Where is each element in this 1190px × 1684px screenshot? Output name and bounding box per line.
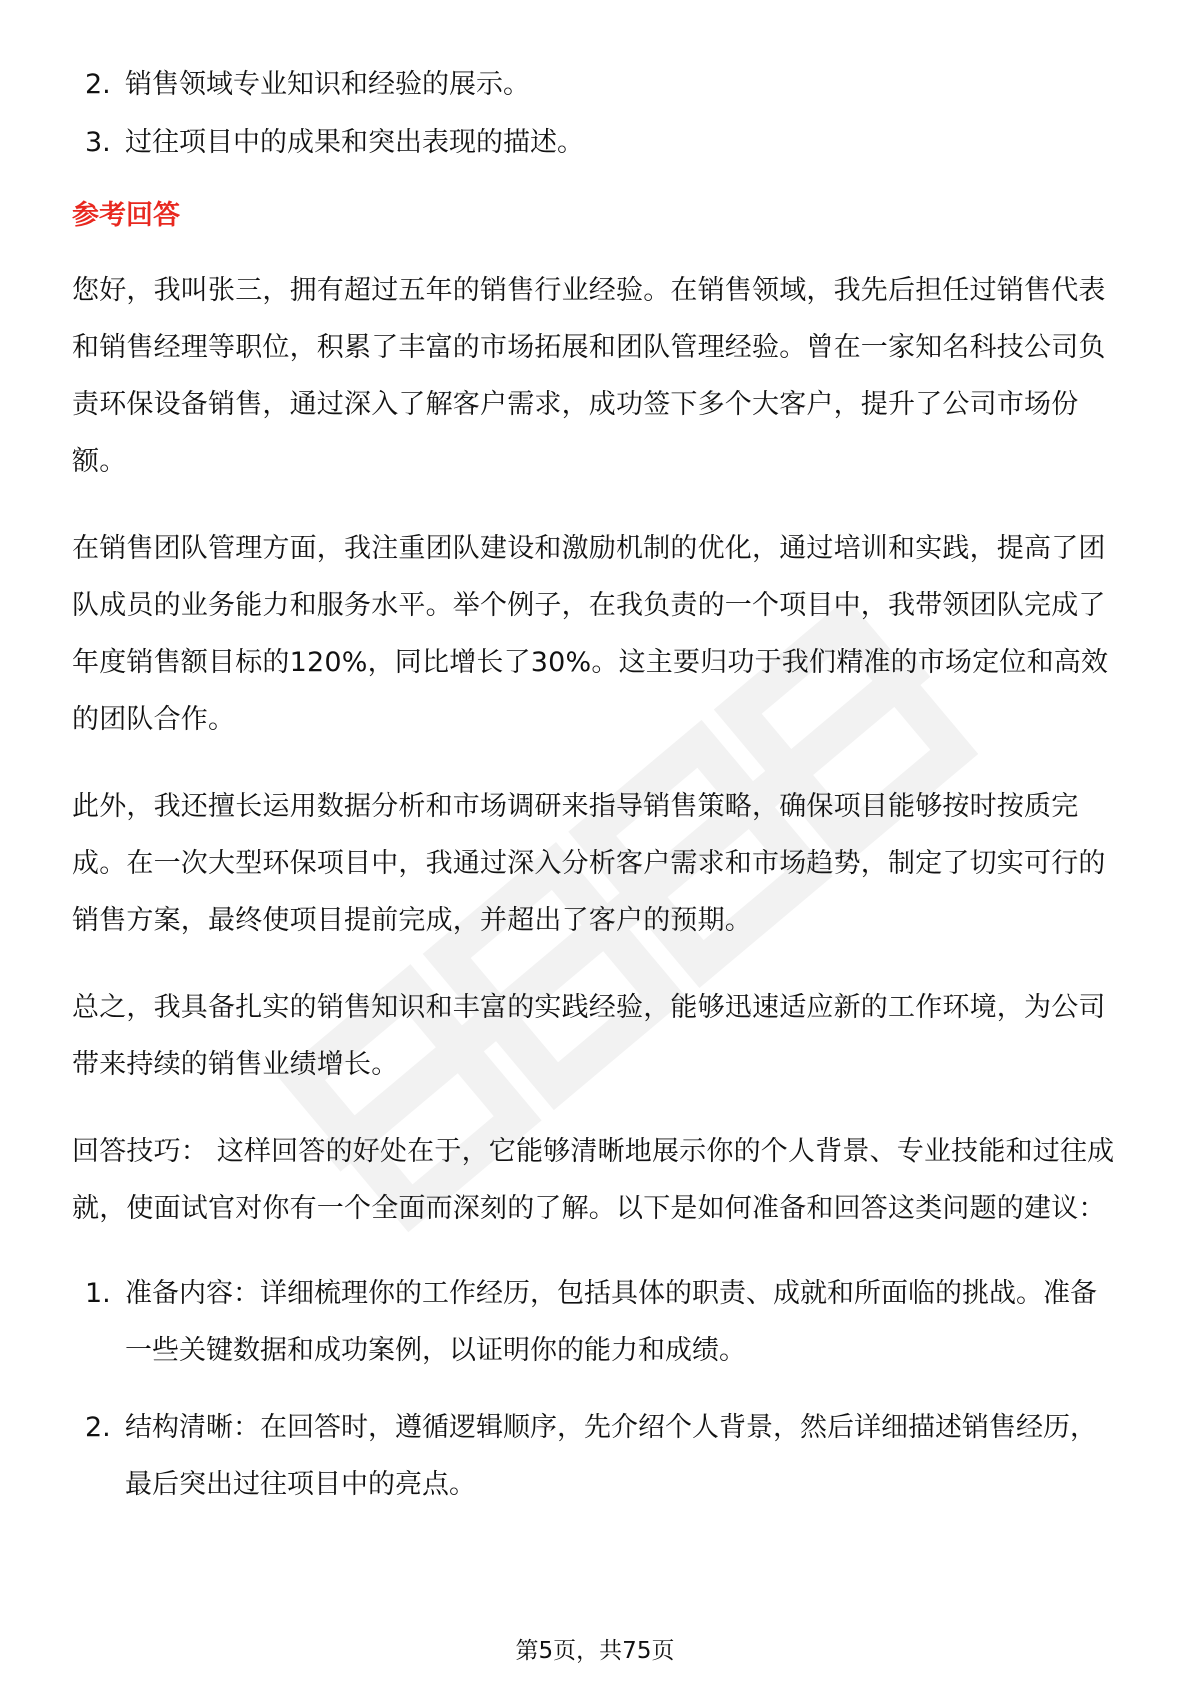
tips-paragraph: 回答技巧： 这样回答的好处在于，它能够清晰地展示你的个人背景、专业技能和过往成就，使面试官对你有一个全面而深刻的了解。以下是如何准备和回答这类问题的建议： xyxy=(72,1136,1115,1224)
answer-paragraph: 总之，我具备扎实的销售知识和丰富的实践经验，能够迅速适应新的工作环境，为公司带来持续的销售业绩增长。 xyxy=(72,992,1106,1080)
list-item xyxy=(72,1265,1122,1379)
tips-list xyxy=(72,1265,1122,1513)
list-text: 过往项目中的成果和突出表现的描述。 xyxy=(125,127,584,158)
list-item xyxy=(72,114,1122,172)
section-title: 参考回答 xyxy=(72,200,180,231)
list-number: 2. xyxy=(85,1412,111,1443)
list-text: 销售领域专业知识和经验的展示。 xyxy=(125,69,530,100)
list-number: 3. xyxy=(85,127,111,158)
list-number: 1. xyxy=(85,1278,111,1309)
page-footer: 第5页，共75页 xyxy=(515,1638,675,1664)
intro-list xyxy=(72,56,1122,172)
page-content xyxy=(72,56,1122,1513)
list-number: 2. xyxy=(85,69,111,100)
list-text: 结构清晰：在回答时，遵循逻辑顺序，先介绍个人背景，然后详细描述销售经历，最后突出过往项目中的亮点。 xyxy=(125,1412,1097,1500)
list-text: 准备内容：详细梳理你的工作经历，包括具体的职责、成就和所面临的挑战。准备一些关键数据和成功案例，以证明你的能力和成绩。 xyxy=(125,1278,1097,1366)
answer-paragraph: 此外，我还擅长运用数据分析和市场调研来指导销售策略，确保项目能够按时按质完成。在一次大型环保项目中，我通过深入分析客户需求和市场趋势，制定了切实可行的销售方案，最终使项目提前完成，并超出了客户的预期。 xyxy=(72,791,1106,936)
list-item xyxy=(72,1399,1122,1513)
list-item xyxy=(72,56,1122,114)
answer-paragraph: 您好，我叫张三，拥有超过五年的销售行业经验。在销售领域，我先后担任过销售代表和销售经理等职位，积累了丰富的市场拓展和团队管理经验。曾在一家知名科技公司负责环保设备销售，通过深入了解客户需求，成功签下多个大客户，提升了公司市场份额。 xyxy=(72,275,1106,477)
answer-paragraph: 在销售团队管理方面，我注重团队建设和激励机制的优化，通过培训和实践，提高了团队成员的业务能力和服务水平。举个例子，在我负责的一个项目中，我带领团队完成了年度销售额目标的120%，同比增长了30%。这主要归功于我们精准的市场定位和高效的团队合作。 xyxy=(72,533,1109,735)
